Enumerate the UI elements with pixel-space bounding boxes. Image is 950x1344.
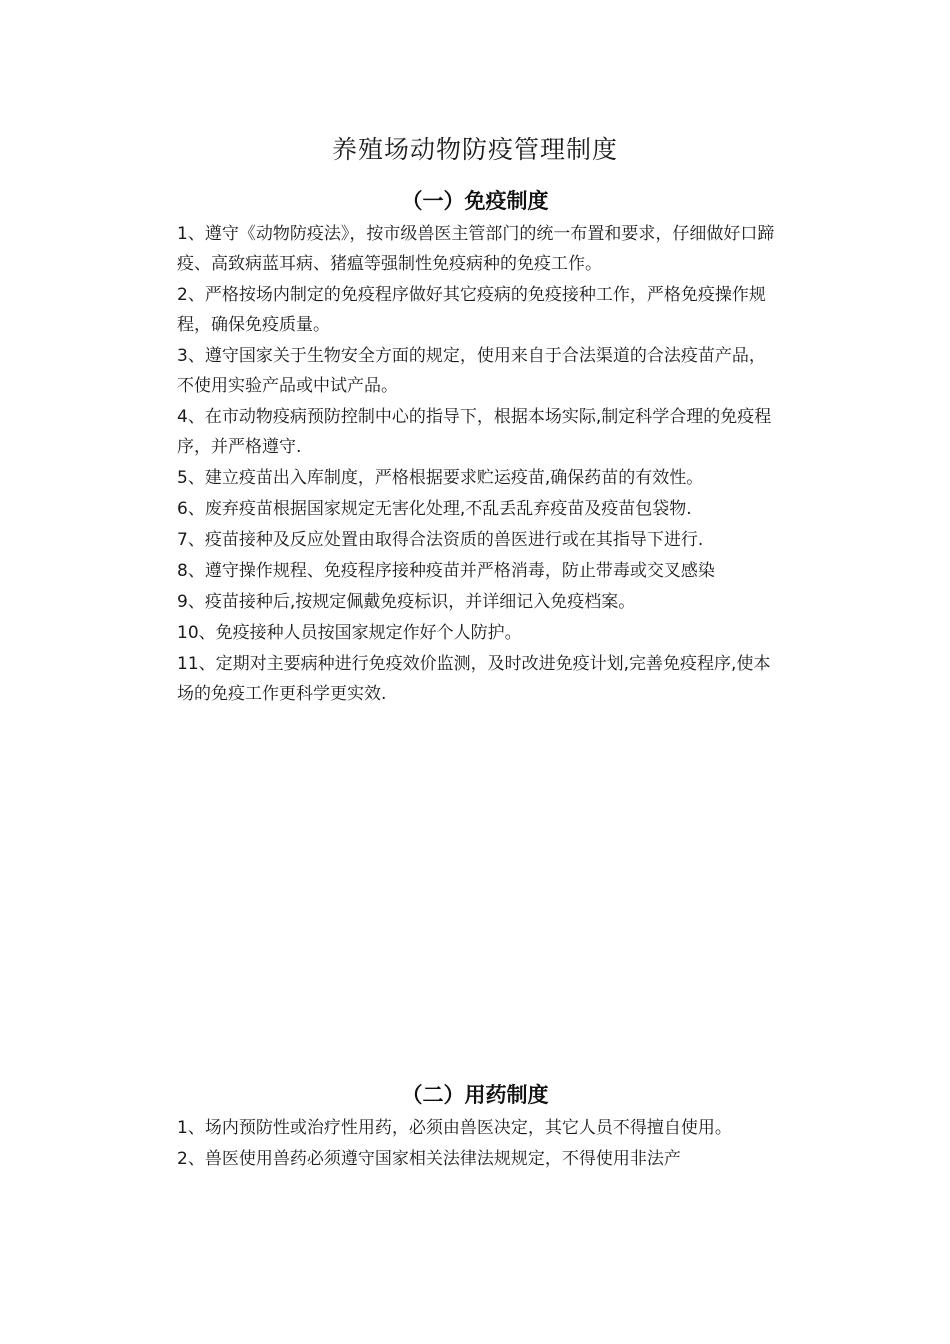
list-item: 10、免疫接种人员按国家规定作好个人防护。: [177, 623, 522, 643]
section-body-immunization: [177, 219, 775, 710]
section-body-medication: [177, 1113, 775, 1175]
list-item: 1、场内预防性或治疗性用药，必须由兽医决定，其它人员不得擅自使用。: [177, 1118, 732, 1138]
section-heading-immunization: （一）免疫制度: [401, 189, 549, 213]
list-item: 7、疫苗接种及反应处置由取得合法资质的兽医进行或在其指导下进行.: [177, 530, 704, 550]
list-item: 2、严格按场内制定的免疫程序做好其它疫病的免疫接种工作，严格免疫操作规程，确保免疫质量。: [177, 285, 766, 335]
list-item: 3、遵守国家关于生物安全方面的规定，使用来自于合法渠道的合法疫苗产品，不使用实验产品或中试产品。: [177, 346, 766, 396]
section-heading-medication: （二）用药制度: [401, 1083, 549, 1107]
list-item: 2、兽医使用兽药必须遵守国家相关法律法规规定，不得使用非法产: [177, 1149, 681, 1169]
list-item: 5、建立疫苗出入库制度，严格根据要求贮运疫苗,确保药苗的有效性。: [177, 468, 704, 488]
list-item: 4、在市动物疫病预防控制中心的指导下，根据本场实际,制定科学合理的免疫程序，并严格遵守.: [177, 407, 772, 457]
list-item: 8、遵守操作规程、免疫程序接种疫苗并严格消毒，防止带毒或交叉感染: [177, 561, 715, 581]
list-item: 6、废弃疫苗根据国家规定无害化处理,不乱丢乱弃疫苗及疫苗包袋物.: [177, 499, 692, 519]
list-item: 9、疫苗接种后,按规定佩戴免疫标识，并详细记入免疫档案。: [177, 592, 636, 612]
list-item: 1、遵守《动物防疫法》，按市级兽医主管部门的统一布置和要求，仔细做好口蹄疫、高致病蓝耳病、猪瘟等强制性免疫病种的免疫工作。: [177, 224, 775, 274]
document-title: 养殖场动物防疫管理制度: [331, 135, 618, 164]
list-item: 11、定期对主要病种进行免疫效价监测，及时改进免疫计划,完善免疫程序,使本场的免疫工作更科学更实效.: [177, 654, 771, 704]
